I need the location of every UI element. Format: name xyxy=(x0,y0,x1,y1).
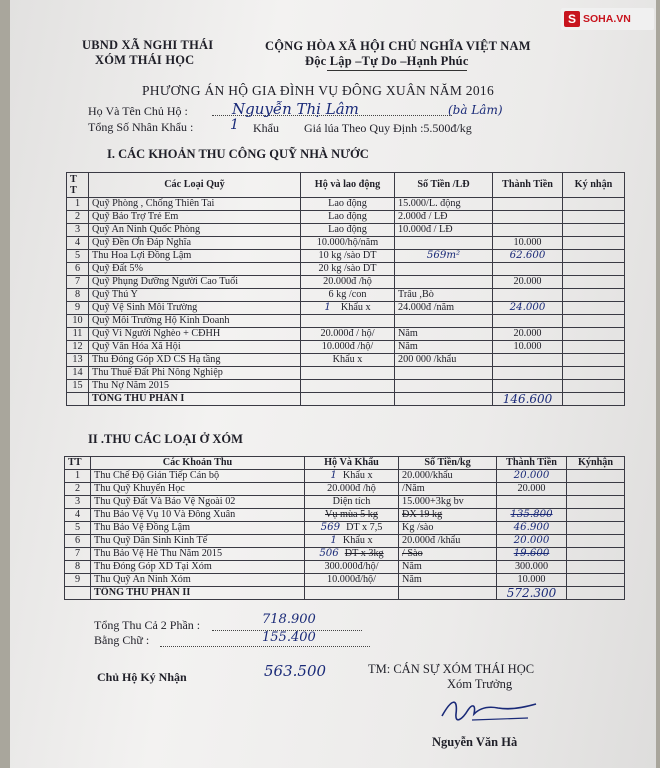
table-row xyxy=(65,496,625,509)
household-sign-label: Chủ Hộ Ký Nhận xyxy=(97,670,187,684)
row-unit xyxy=(301,250,395,263)
row-name: Thu Hoa Lợi Đồng Lậm xyxy=(89,250,301,263)
section1-table xyxy=(66,172,625,406)
row-sign xyxy=(563,341,625,354)
row-total xyxy=(493,263,563,276)
row-unit-text: 20.000đ /hộ xyxy=(323,276,372,287)
signature-image xyxy=(432,694,542,730)
row-sign xyxy=(563,354,625,367)
row-no: 15 xyxy=(67,380,89,393)
role-label: Xóm Trưởng xyxy=(447,677,513,691)
soha-logo xyxy=(561,8,654,30)
row-unit xyxy=(305,574,399,587)
row-unit-handwritten: 1 xyxy=(324,302,331,313)
row-rate: 15.000+3kg bv xyxy=(399,496,497,509)
words-label: Bằng Chữ : xyxy=(94,633,150,647)
row-name: Thu Quỹ Khuyến Học xyxy=(91,483,305,496)
row-sign xyxy=(567,483,625,496)
section1-total-value: 146.600 xyxy=(493,393,563,406)
row-unit-text: Lao động xyxy=(328,211,367,222)
row-unit-text: 6 kg /con xyxy=(328,289,367,300)
row-unit-text: Diện tích xyxy=(332,496,371,507)
header2-sign: Kýnhận xyxy=(567,457,625,470)
row-rate: Năm xyxy=(395,341,493,354)
header2-no: TT xyxy=(65,457,91,470)
row-total xyxy=(493,367,563,380)
row-unit xyxy=(301,289,395,302)
row-unit xyxy=(305,548,399,561)
row-no: 9 xyxy=(65,574,91,587)
section1-title: I. CÁC KHOẢN THU CÔNG QUỸ NHÀ NƯỚC xyxy=(107,147,369,161)
row-unit xyxy=(305,509,399,522)
table-row xyxy=(67,341,625,354)
header-left-line1: UBND XÃ NGHI THÁI xyxy=(82,38,214,52)
section2-total-value: 572.300 xyxy=(497,587,567,600)
row-sign xyxy=(563,289,625,302)
row-no: 6 xyxy=(65,535,91,548)
row-unit xyxy=(305,561,399,574)
row-rate: Kg /sào xyxy=(399,522,497,535)
table-row xyxy=(67,302,625,315)
row-no: 9 xyxy=(67,302,89,315)
table-row xyxy=(65,535,625,548)
row-total: 10.000 xyxy=(493,341,563,354)
row-sign xyxy=(567,470,625,483)
row-unit xyxy=(301,237,395,250)
header-left-line2: XÓM THÁI HỌC xyxy=(95,53,195,67)
row-name: Thu Bảo Vệ Vụ 10 Và Đông Xuân xyxy=(91,509,305,522)
row-name: Thu Đóng Góp XD Tại Xóm xyxy=(91,561,305,574)
row-unit-text: 300.000đ/hộ/ xyxy=(324,561,379,572)
row-unit xyxy=(301,367,395,380)
row-total xyxy=(493,315,563,328)
row-name: Thu Quỹ Dân Sinh Kinh Tế xyxy=(91,535,305,548)
row-sign xyxy=(563,367,625,380)
row-rate xyxy=(395,263,493,276)
header-right-line2: Độc Lập –Tự Do –Hạnh Phúc xyxy=(305,54,469,68)
row-unit-handwritten: 506 xyxy=(319,548,339,559)
grand-total-value: 718.900 xyxy=(262,612,316,627)
row-rate xyxy=(395,380,493,393)
header2-total: Thành Tiền xyxy=(497,457,567,470)
table-row xyxy=(67,315,625,328)
row-rate: 15.000/L. động xyxy=(395,198,493,211)
row-unit xyxy=(301,198,395,211)
table-row xyxy=(65,574,625,587)
row-unit xyxy=(301,328,395,341)
row-name: Quỹ Phòng , Chống Thiên Tai xyxy=(89,198,301,211)
row-unit xyxy=(301,263,395,276)
table-row xyxy=(67,224,625,237)
row-no: 1 xyxy=(65,470,91,483)
row-unit-text: Khẩu x xyxy=(332,354,363,365)
row-no: 3 xyxy=(65,496,91,509)
row-rate xyxy=(395,276,493,289)
table-row xyxy=(67,198,625,211)
row-no: 5 xyxy=(67,250,89,263)
table-row xyxy=(67,328,625,341)
row-rate xyxy=(395,237,493,250)
people-unit: Khẩu xyxy=(253,121,279,135)
row-sign xyxy=(567,509,625,522)
row-no: 14 xyxy=(67,367,89,380)
row-unit-text: Khẩu x xyxy=(340,302,371,313)
row-name: Quỹ Đất 5% xyxy=(89,263,301,276)
row-unit xyxy=(301,224,395,237)
row-sign xyxy=(563,380,625,393)
grand-total-label: Tổng Thu Cả 2 Phần : xyxy=(94,618,201,632)
row-total xyxy=(493,211,563,224)
row-sign xyxy=(567,496,625,509)
header2-rate: Số Tiền/kg xyxy=(399,457,497,470)
row-rate: 24.000đ /năm xyxy=(395,302,493,315)
row-total xyxy=(493,380,563,393)
section1-total-label: TỔNG THU PHẦN I xyxy=(89,393,301,406)
row-unit-handwritten: 1 xyxy=(330,535,337,546)
row-sign xyxy=(567,522,625,535)
section1-header-row xyxy=(67,173,625,198)
row-no: 8 xyxy=(67,289,89,302)
row-sign xyxy=(563,302,625,315)
row-total: 62.600 xyxy=(493,250,563,263)
row-total xyxy=(493,224,563,237)
row-unit-handwritten: 1 xyxy=(330,470,337,481)
soha-logo-text: SOHA.VN xyxy=(583,13,631,25)
name-label: Họ Và Tên Chủ Hộ : xyxy=(88,104,188,118)
row-name: Thu Quỹ Đất Và Bảo Vệ Ngoài 02 xyxy=(91,496,305,509)
row-name: Thu Bảo Vệ Đồng Lậm xyxy=(91,522,305,535)
people-label: Tổng Số Nhân Khẩu : xyxy=(88,120,194,134)
row-no: 3 xyxy=(67,224,89,237)
extra-value: 563.500 xyxy=(264,662,327,680)
row-rate: Năm xyxy=(395,328,493,341)
table-row xyxy=(65,561,625,574)
table-row xyxy=(67,263,625,276)
row-name: Quỹ Văn Hóa Xã Hội xyxy=(89,341,301,354)
signer-name: Nguyễn Văn Hà xyxy=(432,735,518,749)
section2-header-row xyxy=(65,457,625,470)
row-rate: Năm xyxy=(399,574,497,587)
table-row xyxy=(67,276,625,289)
org-label: TM: CÁN SỰ XÓM THÁI HỌC xyxy=(368,662,535,676)
table-row xyxy=(67,211,625,224)
row-total xyxy=(493,198,563,211)
row-sign xyxy=(563,237,625,250)
table-row xyxy=(65,509,625,522)
row-no: 2 xyxy=(65,483,91,496)
row-unit xyxy=(301,276,395,289)
section2-total-row xyxy=(65,587,625,600)
row-total: 46.900 xyxy=(497,522,567,535)
row-no: 7 xyxy=(67,276,89,289)
row-name: Quỹ Đền Ơn Đáp Nghĩa xyxy=(89,237,301,250)
row-total: 20.000 xyxy=(493,328,563,341)
row-rate xyxy=(395,367,493,380)
header-underline xyxy=(327,70,467,71)
header-name: Các Loại Quỹ xyxy=(89,173,301,198)
row-name: Quỹ Vì Người Nghèo + CĐHH xyxy=(89,328,301,341)
row-sign xyxy=(563,211,625,224)
row-rate: 2.000đ / LĐ xyxy=(395,211,493,224)
row-no: 10 xyxy=(67,315,89,328)
row-unit xyxy=(301,354,395,367)
words-dotline xyxy=(160,646,370,647)
row-unit-handwritten: 569 xyxy=(320,522,341,533)
row-name: Thu Thuế Đất Phi Nông Nghiệp xyxy=(89,367,301,380)
row-total: 20.000 xyxy=(493,276,563,289)
row-no: 13 xyxy=(67,354,89,367)
price-label: Giá lúa Theo Quy Định :5.500đ/kg xyxy=(304,121,472,135)
row-sign xyxy=(563,315,625,328)
header2-name: Các Khoản Thu xyxy=(91,457,305,470)
row-no: 7 xyxy=(65,548,91,561)
header-right-line1: CỘNG HÒA XÃ HỘI CHỦ NGHĨA VIỆT NAM xyxy=(265,39,531,53)
row-unit-text: DT x 7,5 xyxy=(346,522,383,533)
table-row xyxy=(67,289,625,302)
row-no: 1 xyxy=(67,198,89,211)
row-unit-text: Lao động xyxy=(328,224,367,235)
row-unit xyxy=(301,380,395,393)
row-rate: 200 000 /khẩu xyxy=(395,354,493,367)
name-value: Nguyễn Thị Lâm xyxy=(232,100,359,118)
row-name: Thu Quỹ An Ninh Xóm xyxy=(91,574,305,587)
people-value: 1 xyxy=(230,117,239,133)
row-no: 5 xyxy=(65,522,91,535)
table-row xyxy=(67,354,625,367)
row-rate: Trâu ,Bò xyxy=(395,289,493,302)
header-sign: Ký nhận xyxy=(563,173,625,198)
row-unit xyxy=(305,496,399,509)
row-unit xyxy=(301,341,395,354)
header-no: T T xyxy=(67,173,89,198)
table-row xyxy=(67,250,625,263)
row-total: 20.000 xyxy=(497,470,567,483)
row-name: Quỹ Thú Y xyxy=(89,289,301,302)
row-unit-text: Khẩu x xyxy=(342,470,373,481)
row-rate: ĐX 19 kg xyxy=(399,509,497,522)
row-no: 4 xyxy=(65,509,91,522)
document-title: PHƯƠNG ÁN HỘ GIA ĐÌNH VỤ ĐÔNG XUÂN NĂM 2016 xyxy=(142,83,494,98)
row-rate: /Năm xyxy=(399,483,497,496)
row-total: 10.000 xyxy=(493,237,563,250)
row-total xyxy=(497,496,567,509)
header-total: Thành Tiền xyxy=(493,173,563,198)
row-no: 2 xyxy=(67,211,89,224)
table-row xyxy=(67,367,625,380)
table-row xyxy=(65,470,625,483)
row-name: Thu Chế Độ Gián Tiếp Cán bộ xyxy=(91,470,305,483)
row-total: 24.000 xyxy=(493,302,563,315)
row-rate: 20.000/khẩu xyxy=(399,470,497,483)
row-total: 19.600 xyxy=(497,548,567,561)
row-unit-text: 20 kg /sào DT xyxy=(318,263,377,274)
row-rate: Năm xyxy=(399,561,497,574)
row-unit xyxy=(301,315,395,328)
row-no: 12 xyxy=(67,341,89,354)
row-unit-text: Vụ mùa 5 kg xyxy=(325,509,378,520)
row-unit-text: 10.000đ/hộ/ xyxy=(327,574,376,585)
row-unit xyxy=(305,483,399,496)
row-sign xyxy=(567,561,625,574)
row-name: Quỹ An Ninh Quốc Phòng xyxy=(89,224,301,237)
row-total xyxy=(493,289,563,302)
row-name: Quỹ Phụng Dưỡng Người Cao Tuổi xyxy=(89,276,301,289)
row-sign xyxy=(563,263,625,276)
row-unit-text: 20.000đ / hộ/ xyxy=(320,328,375,339)
row-sign xyxy=(567,535,625,548)
words-value: 155.400 xyxy=(262,630,316,645)
row-total: 10.000 xyxy=(497,574,567,587)
table-row xyxy=(65,522,625,535)
section1-total-row xyxy=(67,393,625,406)
row-sign xyxy=(563,250,625,263)
row-no: 11 xyxy=(67,328,89,341)
header2-unit: Hộ Và Khẩu xyxy=(305,457,399,470)
row-name: Thu Bảo Vệ Hè Thu Năm 2015 xyxy=(91,548,305,561)
row-unit-text: 10.000đ /hộ/ xyxy=(321,341,374,352)
row-unit xyxy=(305,535,399,548)
name-note: (bà Lâm) xyxy=(448,103,503,117)
row-rate: 20.000đ /khẩu xyxy=(399,535,497,548)
row-sign xyxy=(567,548,625,561)
row-unit xyxy=(301,211,395,224)
row-sign xyxy=(563,198,625,211)
row-no: 4 xyxy=(67,237,89,250)
row-name: Thu Nợ Năm 2015 xyxy=(89,380,301,393)
row-no: 8 xyxy=(65,561,91,574)
row-total: 135.800 xyxy=(497,509,567,522)
row-total xyxy=(493,354,563,367)
row-unit xyxy=(305,470,399,483)
soha-logo-icon: S xyxy=(564,11,580,27)
row-total: 20.000 xyxy=(497,535,567,548)
row-name: Thu Đóng Góp XD CS Hạ tầng xyxy=(89,354,301,367)
row-sign xyxy=(563,224,625,237)
row-unit xyxy=(305,522,399,535)
table-row xyxy=(65,548,625,561)
row-name: Quỹ Bảo Trợ Trẻ Em xyxy=(89,211,301,224)
row-sign xyxy=(567,574,625,587)
row-rate: 10.000đ / LĐ xyxy=(395,224,493,237)
row-no: 6 xyxy=(67,263,89,276)
row-rate: 569m² xyxy=(395,250,493,263)
row-rate: / Sào xyxy=(399,548,497,561)
table-row xyxy=(67,380,625,393)
row-unit-text: Lao động xyxy=(328,198,367,209)
row-unit-text: 10 kg /sào DT xyxy=(318,250,377,261)
table-row xyxy=(67,237,625,250)
section2-title: II .THU CÁC LOẠI Ở XÓM xyxy=(88,432,243,446)
row-unit xyxy=(301,302,395,315)
row-name: Quỹ Vệ Sinh Môi Trường xyxy=(89,302,301,315)
row-total: 20.000 xyxy=(497,483,567,496)
table-row xyxy=(65,483,625,496)
row-unit-text: 10.000/hộ/năm xyxy=(316,237,379,248)
row-total: 300.000 xyxy=(497,561,567,574)
header-rate: Số Tiền /LĐ xyxy=(395,173,493,198)
row-sign xyxy=(563,276,625,289)
row-unit-text: 20.000đ /hộ xyxy=(327,483,376,494)
row-unit-text: DT x 3kg xyxy=(344,548,384,559)
header-unit: Hộ và lao động xyxy=(301,173,395,198)
section2-total-label: TỔNG THU PHẦN II xyxy=(91,587,305,600)
row-rate xyxy=(395,315,493,328)
row-sign xyxy=(563,328,625,341)
row-name: Quỹ Môi Trường Hộ Kinh Doanh xyxy=(89,315,301,328)
section2-table xyxy=(64,456,625,600)
row-unit-text: Khẩu x xyxy=(342,535,373,546)
